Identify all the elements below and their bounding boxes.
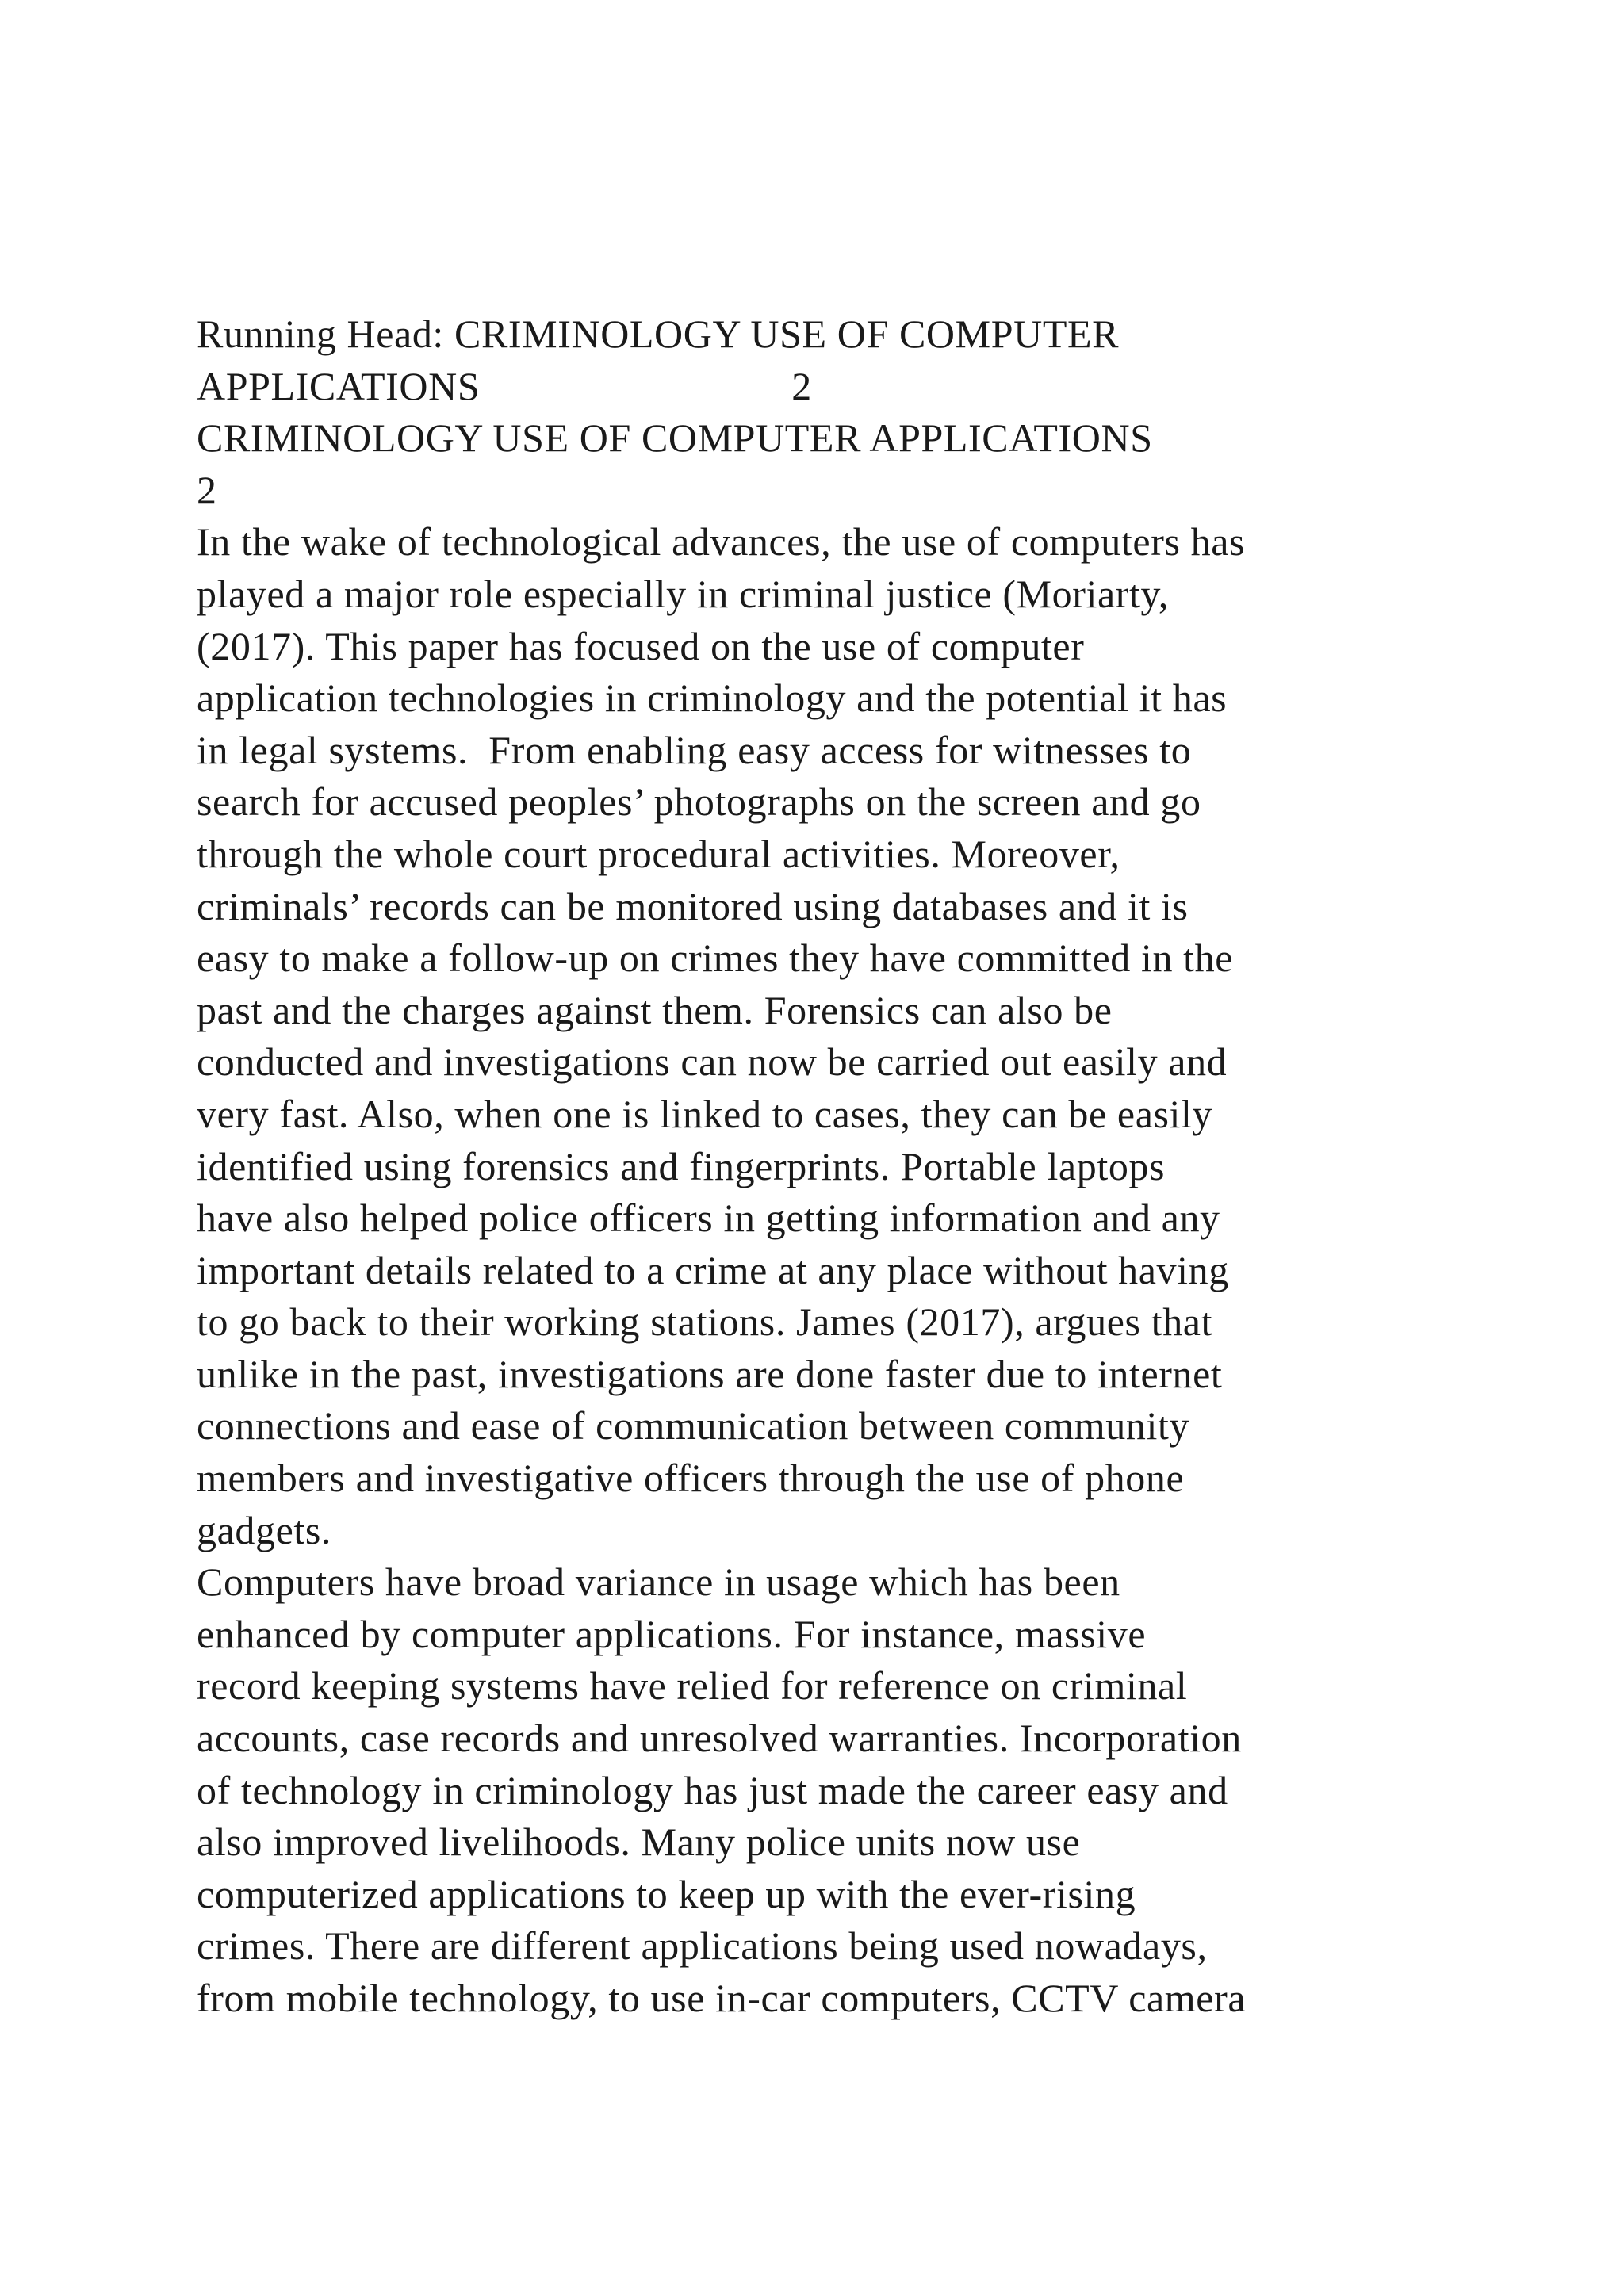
paragraph-1-line: search for accused peoples’ photographs on the screen and go (197, 779, 1201, 825)
paragraph-1-line: played a major role especially in criminal justice (Moriarty, (197, 571, 1169, 616)
paragraph-1-line: have also helped police officers in getting information and any (197, 1196, 1220, 1241)
paragraph-2-line: enhanced by computer applications. For instance, massive (197, 1611, 1147, 1656)
paragraph-1-line: connections and ease of communication between community (197, 1403, 1190, 1448)
paragraph-1-line: identified using forensics and fingerprints. Portable laptops (197, 1143, 1166, 1188)
title-line: CRIMINOLOGY USE OF COMPUTER APPLICATIONS (197, 415, 1153, 461)
paragraph-2-line: of technology in criminology has just made the career easy and (197, 1767, 1228, 1812)
paragraph-1-line: past and the charges against them. Forensics can also be (197, 987, 1113, 1032)
paragraph-1-line: to go back to their working stations. James (2017), argues that (197, 1299, 1213, 1345)
paragraph-2-line: also improved livelihoods. Many police units now use (197, 1820, 1081, 1865)
paragraph-2-line: from mobile technology, to use in-car computers, CCTV camera (197, 1976, 1247, 2020)
page-number: 2 (197, 467, 217, 512)
paragraph-1-line: conducted and investigations can now be carried out easily and (197, 1039, 1228, 1085)
running-head-line: Running Head: CRIMINOLOGY USE OF COMPUTER (197, 312, 1120, 356)
paragraph-2-line: crimes. There are different applications being used nowadays, (197, 1923, 1208, 1969)
paragraph-1-line: In the wake of technological advances, the use of computers has (197, 519, 1246, 564)
paragraph-1-line: very fast. Also, when one is linked to cases, they can be easily (197, 1091, 1213, 1136)
paragraph-1-line: members and investigative officers through the use of phone (197, 1456, 1185, 1501)
paragraph-1-line: through the whole court procedural activities. Moreover, (197, 831, 1120, 876)
paragraph-2-line: Computers have broad variance in usage which has been (197, 1559, 1120, 1605)
paragraph-1-line: unlike in the past, investigations are done faster due to internet (197, 1351, 1223, 1396)
paragraph-1-line: application technologies in criminology and the potential it has (197, 675, 1228, 721)
document-body (197, 308, 1497, 2025)
paragraph-1-line: important details related to a crime at any place without having (197, 1247, 1229, 1292)
paragraph-1-line: criminals’ records can be monitored using databases and it is (197, 883, 1189, 928)
paragraph-2-line: accounts, case records and unresolved warranties. Incorporation (197, 1716, 1242, 1761)
paragraph-1-line: in legal systems. From enabling easy access for witnesses to (197, 727, 1192, 772)
paragraph-1-line: easy to make a follow-up on crimes they have committed in the (197, 936, 1234, 981)
paragraph-2-line: computerized applications to keep up with the ever-rising (197, 1871, 1136, 1916)
paragraph-1-line: (2017). This paper has focused on the use of computer (197, 623, 1085, 668)
paragraph-2-line: record keeping systems have relied for reference on criminal (197, 1663, 1188, 1709)
running-head-line: APPLICATIONS 2 (197, 363, 812, 408)
paragraph-1-line: gadgets. (197, 1507, 332, 1552)
